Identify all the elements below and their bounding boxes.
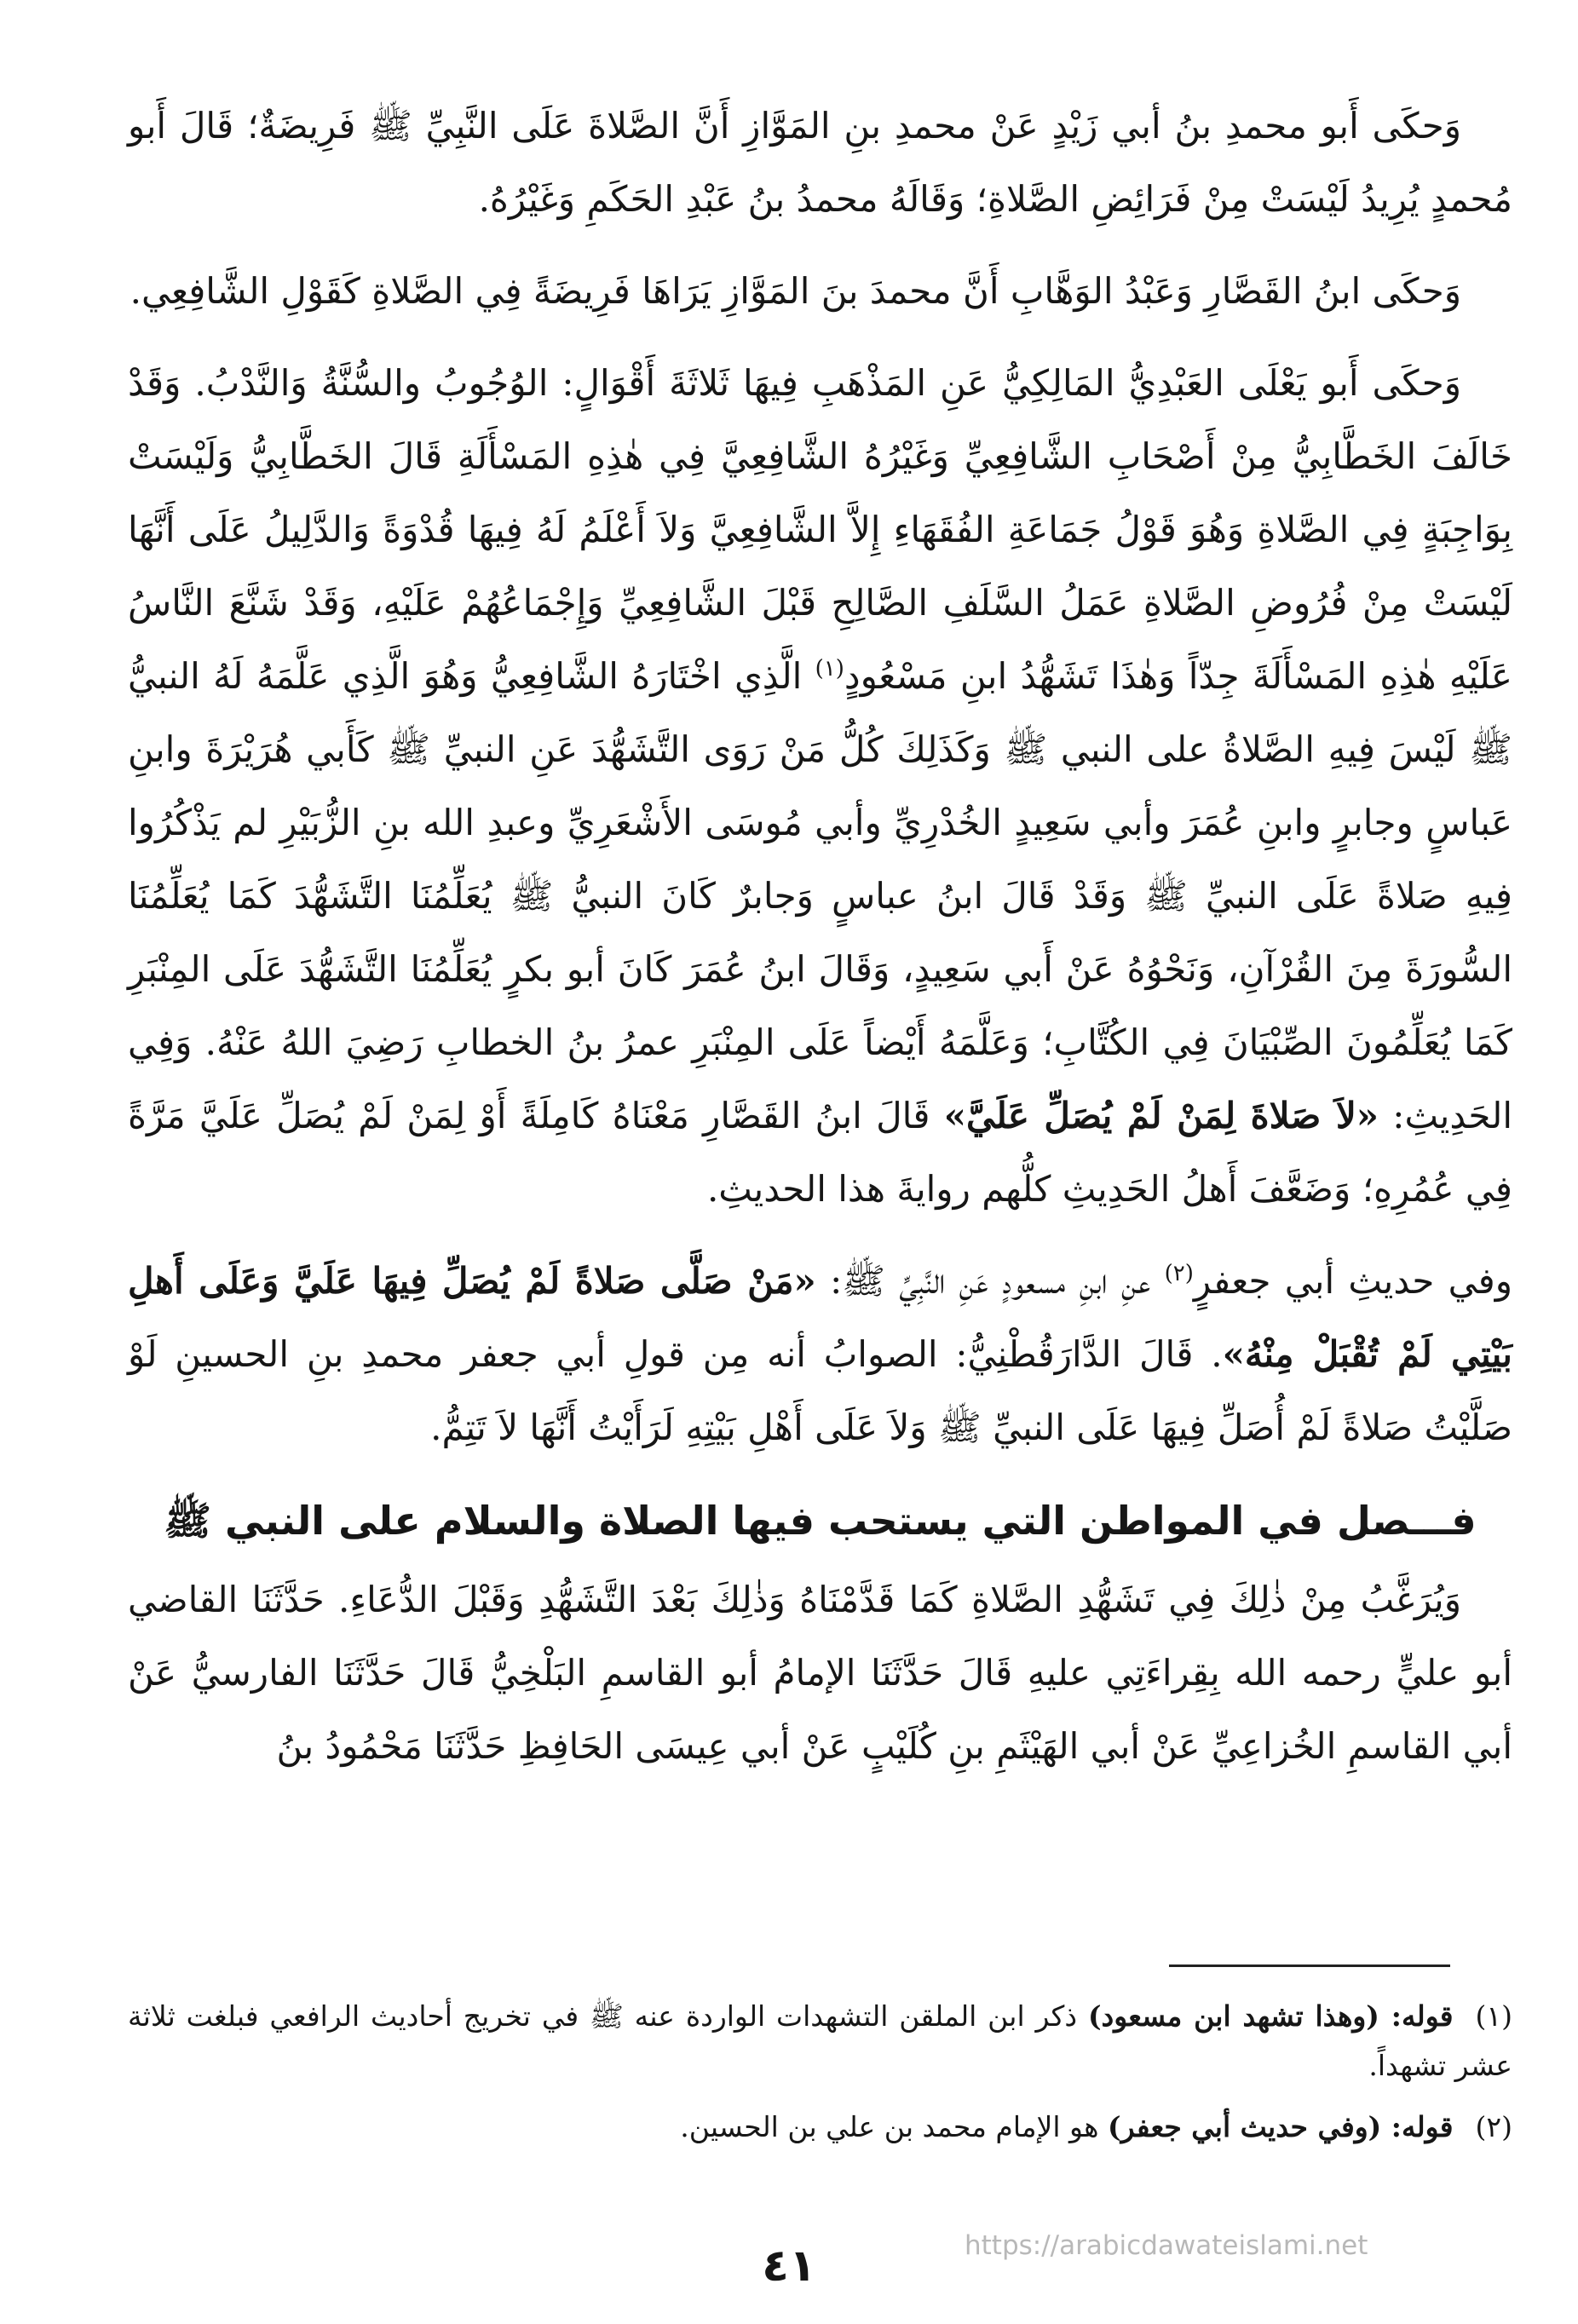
page-number: ٤١ [762,2241,816,2292]
paragraph-4 [128,1245,1512,1464]
paragraph-3-text-a: وَحكَى أَبو يَعْلَى العَبْدِيُّ المَالِكِيُّ عَنِ المَذْهَبِ فِيهَا ثَلاثَةَ أَقْوَالٍ: الوُجُوبُ والسُّنَّةُ وَالنَّدْبُ. وَقَدْ خَالَفَ الخَطَّابِيُّ مِنْ أَصْحَابِ الشَّافِعِيِّ وَغَيْرُهُ الشَّافِعِيَّ فِي هٰذِهِ المَسْأَلَةِ قَالَ الخَطَّابِيُّ وَلَيْسَتْ بِوَاجِبَةٍ فِي الصَّلاةِ وَهُوَ قَوْلُ جَمَاعَةِ الفُقَهَاءِ إِلاَّ الشَّافِعِيَّ وَلاَ أَعْلَمُ لَهُ فِيهَا قُدْوَةً وَالدَّلِيلُ عَلَى أَنَّهَا لَيْسَتْ مِنْ فُرُوضِ الصَّلاةِ عَمَلُ السَّلَفِ الصَّالِحِ قَبْلَ الشَّافِعِيِّ وَإِجْمَاعُهُمْ عَلَيْهِ، وَقَدْ شَنَّعَ النَّاسُ عَلَيْهِ هٰذِهِ المَسْأَلَةَ جِدّاً وَهٰذَا تَشَهُّدُ ابنِ مَسْعُودٍ [128,362,1512,697]
paragraph-1-text: وَحكَى أَبو محمدِ بنُ أبي زَيْدٍ عَنْ محمدِ بنِ المَوَّازِ أَنَّ الصَّلاةَ عَلَى النَّبِيِّ ﷺ فَرِيضَةٌ؛ قَالَ أَبو مُحمدٍ يُرِيدُ لَيْسَتْ مِنْ فَرَائِضِ الصَّلاةِ؛ وَقَالَهُ محمدُ بنُ عَبْدِ الحَكَمِ وَغَيْرُهُ. [128,105,1512,220]
section-paragraph [128,1563,1512,1783]
hadith-quote-2: «مَنْ صَلَّى صَلاةً لَمْ يُصَلِّ فِيهَا عَلَيَّ وَعَلَى أَهلِ بَيْتِي لَمْ تُقْبَلْ مِنْهُ» [128,1260,1512,1375]
hadith-quote-1: «لاَ صَلاةَ لِمَنْ لَمْ يُصَلِّ عَلَيَّ» [943,1095,1379,1136]
section-paragraph-text: وَيُرَغَّبُ مِنْ ذٰلِكَ فِي تَشَهُّدِ الصَّلاةِ كَمَا قَدَّمْنَاهُ وَذٰلِكَ بَعْدَ التَّشَهُّدِ وَقَبْلَ الدُّعَاءِ. حَدَّثَنَا القاضي أبو عليٍّ رحمه الله بِقِراءَتِي عليهِ قَالَ حَدَّثَنَا الإمامُ أبو القاسمِ البَلْخِيُّ قَالَ حَدَّثَنَا الفارسيُّ عَنْ أبي القاسمِ الخُزاعِيِّ عَنْ أبي الهَيْثَمِ بنِ كُلَيْبٍ عَنْ أبي عِيسَى الحَافِظِ حَدَّثَنَا مَحْمُودُ بنُ [128,1579,1512,1767]
page-body [128,89,1512,1802]
paragraph-3-text-c: قَالَ ابنُ القَصَّارِ مَعْنَاهُ كَامِلَةً أَوْ لِمَنْ لَمْ يُصَلِّ عَلَيَّ مَرَّةً فِي عُمُرِهِ؛ وَضَعَّفَ أَهلُ الحَدِيثِ كلُّهم روايةَ هذا الحديثِ. [128,1095,1512,1210]
paragraph-4-text-c: . قَالَ الدَّارَقُطْنِيُّ: الصوابُ أنه مِن قولِ أبي جعفر محمدِ بنِ الحسينِ لَوْ صَلَّيْتُ صَلاةً لَمْ أُصَلِّ فِيهَا عَلَى النبيِّ ﷺ وَلاَ عَلَى أَهْلِ بَيْتِهِ لَرَأَيْتُ أَنَّهَا لاَ تَتِمُّ. [128,1333,1512,1448]
footnote-2 [128,2103,1512,2152]
footnote-2-number: (٢) [1475,2110,1512,2143]
watermark-url: https://arabicdawateislami.net [965,2230,1368,2261]
paragraph-2 [128,255,1512,328]
footnote-ref-1[interactable]: (١) [815,656,844,682]
footnote-1-number: (١) [1475,1999,1513,2033]
footnote-2-key: قوله: (وفي حديث أبي جعفر) [1107,2110,1454,2143]
footnote-2-text: هو الإمام محمد بن علي بن الحسين. [680,2110,1108,2143]
paragraph-3-text-b: الَّذِي اخْتَارَهُ الشَّافِعِيُّ وَهُوَ الَّذِي عَلَّمَهُ لَهُ النبيُّ ﷺ لَيْسَ فِيهِ الصَّلاةُ على النبي ﷺ وَكَذَلِكَ كُلُّ مَنْ رَوَى التَّشَهُّدَ عَنِ النبيِّ ﷺ كَأَبي هُرَيْرَةَ وابنِ عَباسٍ وجابرٍ وابنِ عُمَرَ وأبي سَعِيدٍ الخُدْرِيِّ وأبي مُوسَى الأَشْعَرِيِّ وعبدِ الله بنِ الزُّبَيْرِ لم يَذْكُرُوا فِيهِ صَلاةً عَلَى النبيِّ ﷺ وَقَدْ قَالَ ابنُ عباسٍ وَجابرٌ كَانَ النبيُّ ﷺ يُعَلِّمُنَا التَّشَهُّدَ كَمَا يُعَلِّمُنَا السُّورَةَ مِنَ القُرْآنِ، وَنَحْوُهُ عَنْ أَبي سَعِيدٍ، وَقَالَ ابنُ عُمَرَ كَانَ أبو بكرٍ يُعَلِّمُنَا التَّشَهُّدَ عَلَى المِنْبَرِ كَمَا يُعَلِّمُونَ الصِّبْيَانَ فِي الكُتَّابِ؛ وَعَلَّمَهُ أَيْضاً عَلَى المِنْبَرِ عمرُ بنُ الخطابِ رَضِيَ اللهُ عَنْهُ. وَفِي الحَدِيثِ: [128,655,1512,1136]
section-heading: فـــصل في المواطن التي يستحب فيها الصلاة والسلام على النبي ﷺ [164,1498,1477,1544]
footnotes [128,1992,1512,2164]
footnote-1 [128,1992,1512,2091]
footnote-ref-2[interactable]: (٢) [1164,1261,1194,1286]
paragraph-2-text: وَحكَى ابنُ القَصَّارِ وَعَبْدُ الوَهَّابِ أَنَّ محمدَ بنَ المَوَّازِ يَرَاهَا فَرِيضَةً فِي الصَّلاةِ كَقَوْلِ الشَّافِعِي. [130,270,1461,312]
paragraph-4-text-a: وفي حديثِ أبي جعفرٍ [1193,1260,1512,1302]
footnote-1-key: قوله: (وهذا تشهد ابن مسعود) [1087,1999,1454,2033]
footnote-1-text: ذكر ابن الملقن التشهدات الواردة عنه ﷺ في تخريج أحاديث الرافعي فبلغت ثلاثة عشر تشهداً. [128,1999,1512,2082]
paragraph-1 [128,89,1512,236]
footnote-divider [1169,1964,1450,1967]
paragraph-3 [128,347,1512,1226]
paragraph-4-text-b: عنِ ابنِ مسعودٍ عَنِ النَّبِيِّ ﷺ: [815,1260,1165,1302]
